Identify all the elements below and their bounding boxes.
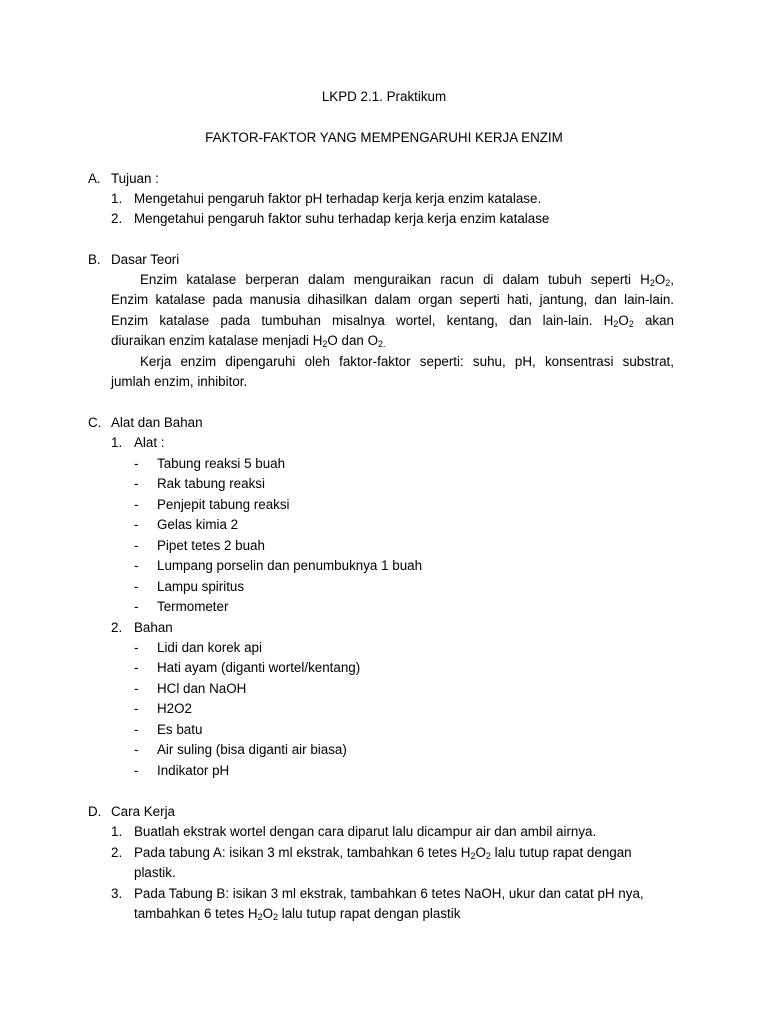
paragraph-line: Enzim katalase pada manusia dihasilkan dalam organ seperti hati, jantung, dan lain-lain.: [111, 292, 674, 307]
bullet: -: [134, 558, 139, 573]
list-item: Gelas kimia 2: [157, 517, 239, 532]
section-marker: C.: [88, 415, 102, 430]
bullet: -: [134, 742, 139, 757]
bullet: -: [134, 456, 139, 471]
bullet: -: [134, 681, 139, 696]
document-subtitle: FAKTOR-FAKTOR YANG MEMPENGARUHI KERJA ENZIM: [205, 130, 563, 145]
paragraph-line: diuraikan enzim katalase menjadi $H_2O$ dan $O_{2.}$: [111, 333, 386, 349]
step-text: Pada Tabung B: isikan 3 ml ekstrak, tambahkan 6 tetes NaOH, ukur dan catat pH nya,: [134, 886, 644, 901]
list-number: 2.: [111, 620, 123, 635]
list-number: 3.: [111, 886, 123, 901]
list-number: 1.: [111, 191, 123, 206]
list-number: 1.: [111, 435, 123, 450]
bullet: -: [134, 701, 139, 716]
bullet: -: [134, 497, 139, 512]
bullet: -: [134, 538, 139, 553]
section-heading: Dasar Teori: [111, 252, 180, 267]
section-heading: Alat dan Bahan: [111, 415, 203, 430]
bullet: -: [134, 517, 139, 532]
paragraph-line: Kerja enzim dipengaruhi oleh faktor-faktor seperti: suhu, pH, konsentrasi substrat,: [140, 354, 674, 369]
bullet: -: [134, 599, 139, 614]
paragraph-line: jumlah enzim, inhibitor.: [111, 374, 248, 389]
paragraph-line: Enzim katalase pada tumbuhan misalnya wortel, kentang, dan lain-lain. $H_2O_2$ akan: [111, 313, 674, 329]
document-title: LKPD 2.1. Praktikum: [321, 89, 447, 104]
section-heading: Cara Kerja: [111, 804, 176, 819]
list-item: Rak tabung reaksi: [157, 476, 265, 491]
list-item: Termometer: [157, 599, 229, 614]
section-marker: B.: [88, 252, 101, 267]
step-text: Buatlah ekstrak wortel dengan cara diparut lalu dicampur air dan ambil airnya.: [134, 824, 597, 839]
section-marker: D.: [88, 804, 102, 819]
bullet: -: [134, 722, 139, 737]
list-item: Lampu spiritus: [157, 579, 245, 594]
bullet: -: [134, 763, 139, 778]
list-item: H2O2: [157, 701, 192, 716]
list-item: Mengetahui pengaruh faktor pH terhadap kerja kerja enzim katalase.: [134, 191, 542, 206]
step-text: plastik.: [134, 865, 176, 880]
step-text: tambahkan 6 tetes $H_2O_2$ lalu tutup rapat dengan plastik: [134, 906, 461, 922]
paragraph-line: Enzim katalase berperan dalam menguraikan racun di dalam tubuh seperti $H_2O_2$,: [140, 272, 674, 288]
list-item: Pipet tetes 2 buah: [157, 538, 265, 553]
list-item: Hati ayam (diganti wortel/kentang): [157, 660, 361, 675]
list-item: HCl dan NaOH: [157, 681, 247, 696]
list-item: Es batu: [157, 722, 203, 737]
section-heading: Tujuan :: [111, 171, 159, 186]
subsection-heading: Bahan: [134, 620, 173, 635]
list-number: 2.: [111, 845, 123, 860]
bullet: -: [134, 476, 139, 491]
list-item: Lumpang porselin dan penumbuknya 1 buah: [157, 558, 423, 573]
bullet: -: [134, 579, 139, 594]
bullet: -: [134, 640, 139, 655]
step-text: Pada tabung A: isikan 3 ml ekstrak, tambahkan 6 tetes $H_2O_2$ lalu tutup rapat dengan: [134, 845, 632, 861]
list-item: Penjepit tabung reaksi: [157, 497, 290, 512]
list-number: 1.: [111, 824, 123, 839]
subsection-heading: Alat :: [134, 435, 165, 450]
list-number: 2.: [111, 211, 123, 226]
list-item: Air suling (bisa diganti air biasa): [157, 742, 347, 757]
list-item: Mengetahui pengaruh faktor suhu terhadap kerja kerja enzim katalase: [134, 211, 550, 226]
bullet: -: [134, 660, 139, 675]
list-item: Tabung reaksi 5 buah: [157, 456, 286, 471]
section-marker: A.: [88, 171, 101, 186]
list-item: Indikator pH: [157, 763, 230, 778]
list-item: Lidi dan korek api: [157, 640, 262, 655]
